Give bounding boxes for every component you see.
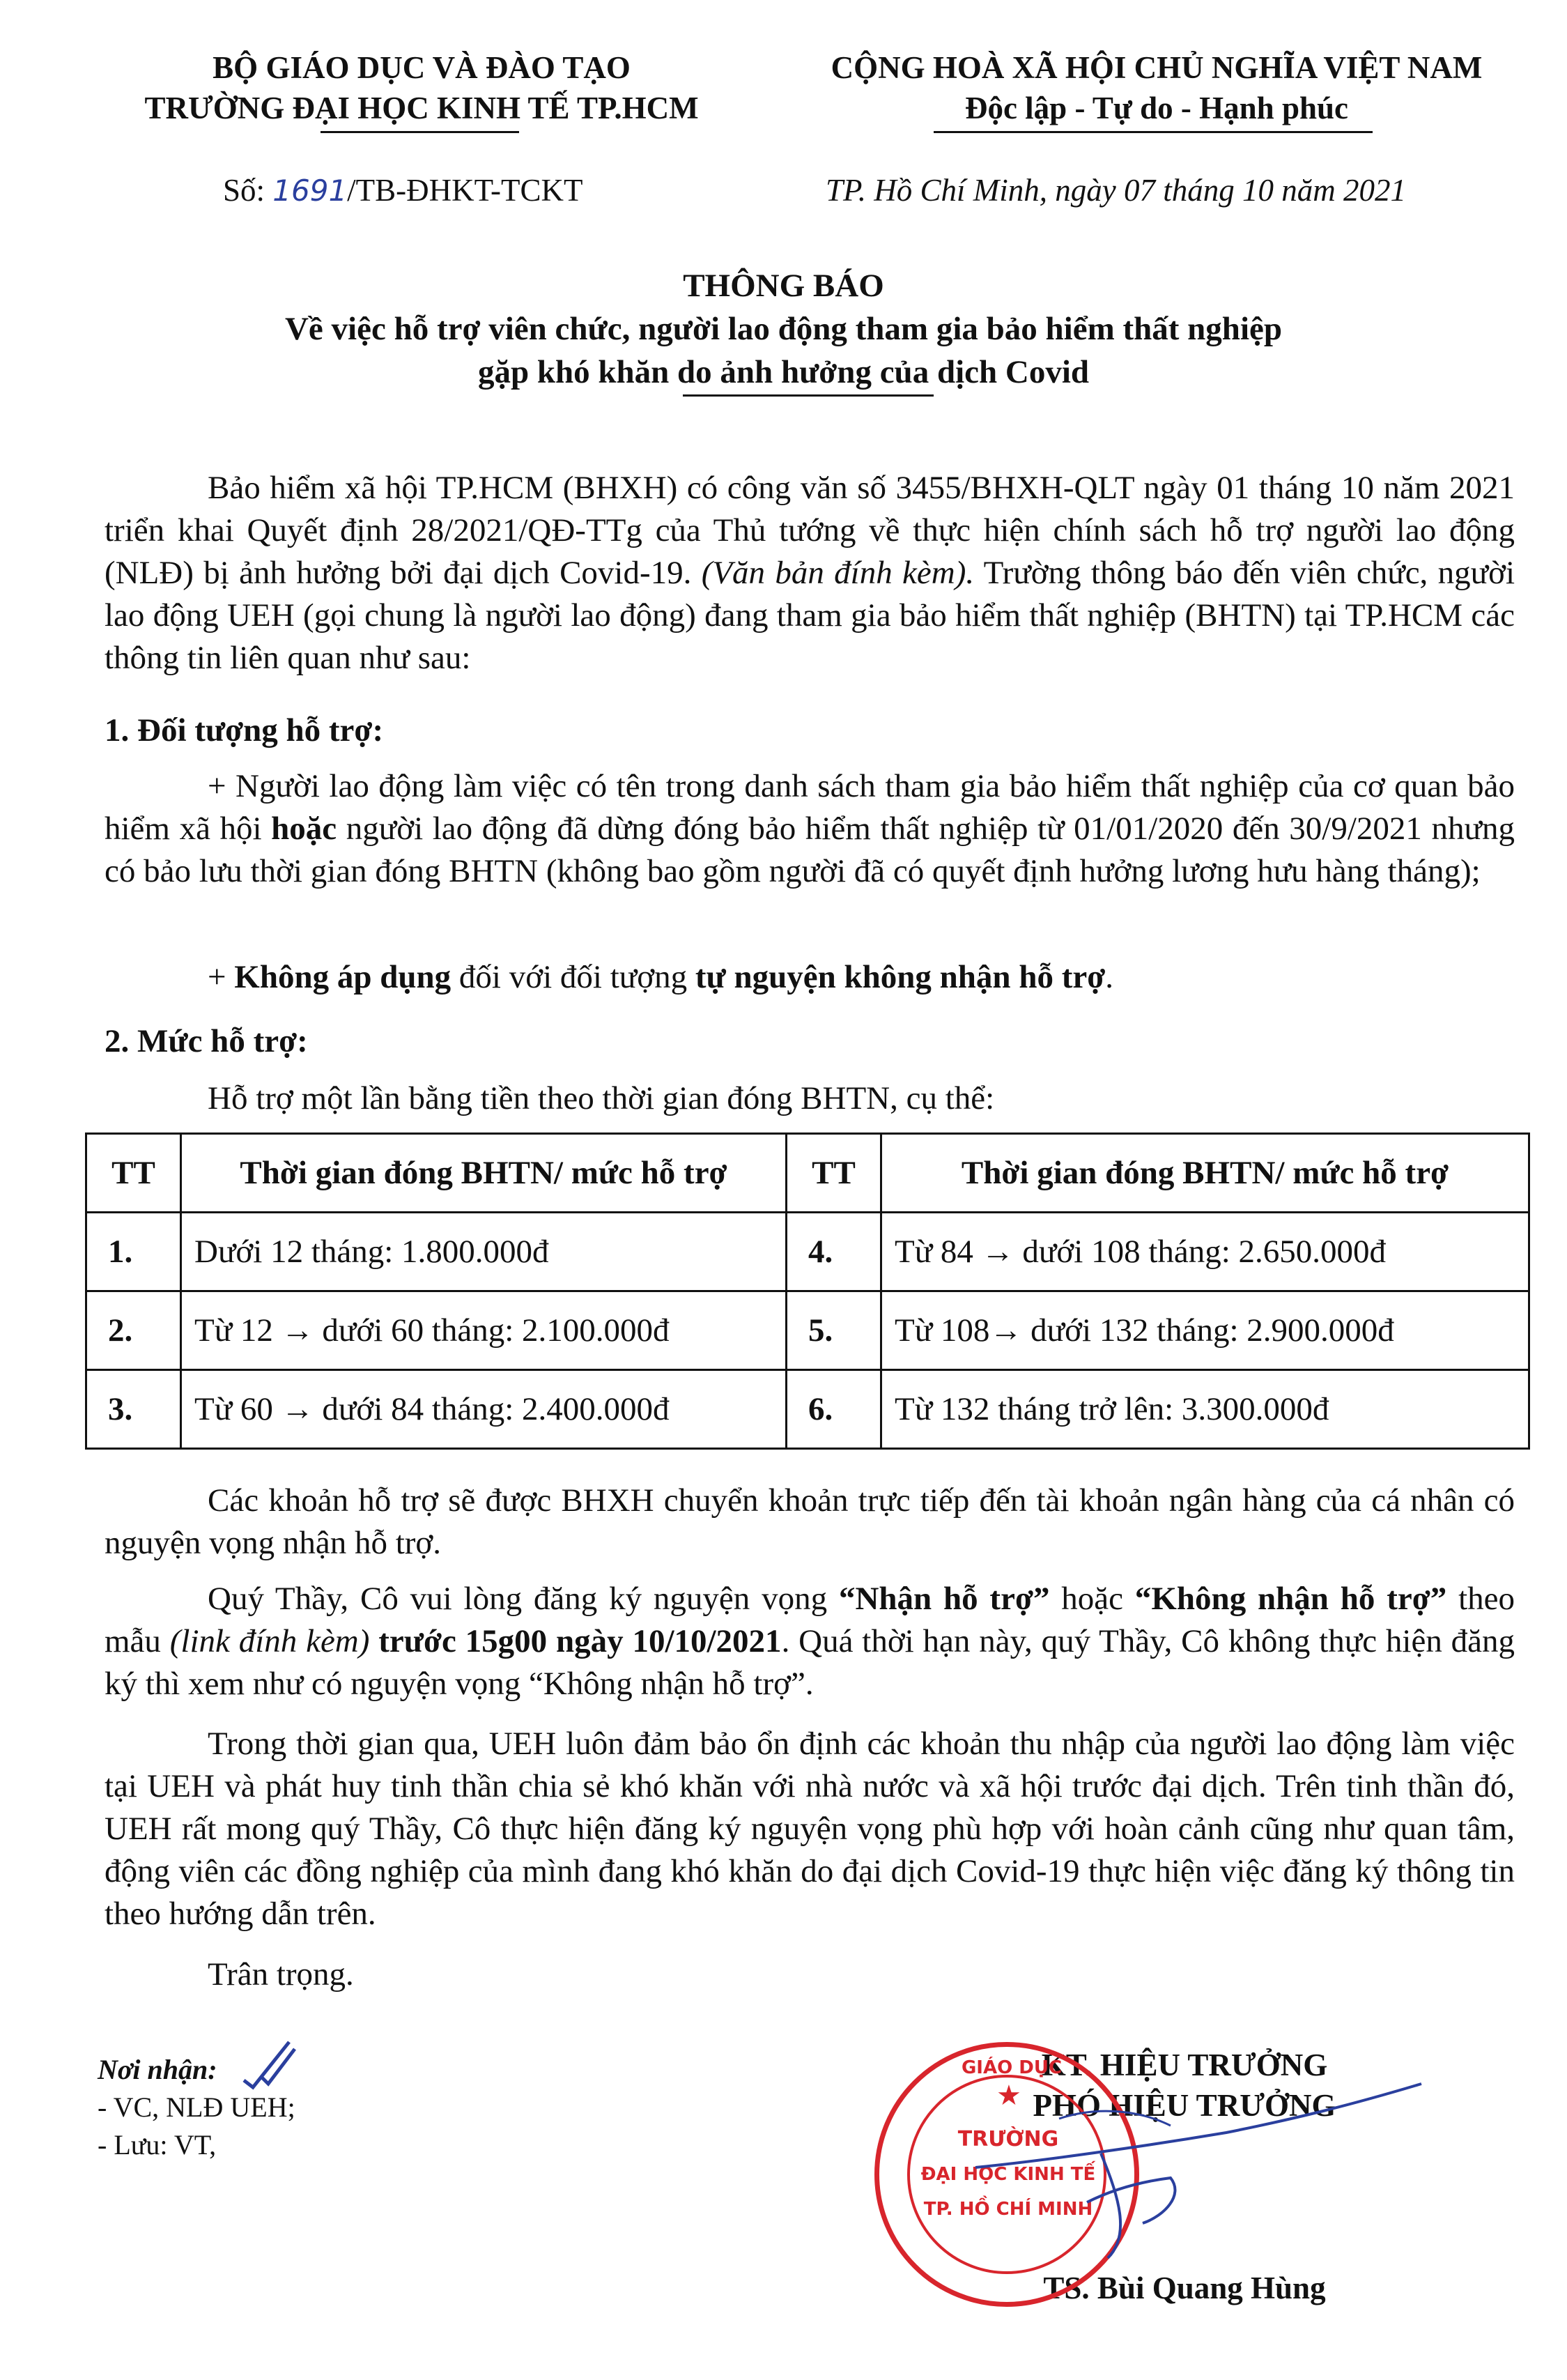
register-paragraph (105, 1578, 1515, 1705)
recipient-1: - VC, NLĐ UEH; (98, 2091, 295, 2123)
cell-value: Từ 60 → dưới 84 tháng: 2.400.000đ (181, 1370, 787, 1449)
ueh-paragraph: Trong thời gian qua, UEH luôn đảm bảo ổn định các khoản thu nhập của người lao động làm việc tại UEH và phát huy tinh thần chia sẻ khó khăn với nhà nước và xã hội trước đại dịch. Trên tinh thần đó, UEH rất mong quý Thầy, Cô thực hiện đăng ký nguyện vọng phù hợp với hoàn cảnh cũng như quan tâm, động viên các đồng nghiệp của mình đang khó khăn do đại dịch Covid-19 thực hiện việc đăng ký thông tin theo hướng dẫn trên. (105, 1726, 1515, 1932)
handwritten-signature (962, 2063, 1449, 2275)
register-text-c: hoặc (1049, 1581, 1135, 1617)
register-space (369, 1623, 378, 1659)
recipient-2: - Lưu: VT, (98, 2129, 217, 2160)
notice-subtitle-2: gặp khó khăn do ảnh hưởng của dịch Covid (477, 354, 1090, 390)
cell-value: Từ 108→ dưới 132 tháng: 2.900.000đ (881, 1291, 1529, 1370)
register-text-i: . Quá thời hạn này, quý Thầy, Cô không thực hiện đăng ký thì xem như có nguyện vọng “Không nhận hỗ trợ”. (105, 1623, 1515, 1702)
register-link-note: (link đính kèm) (169, 1623, 370, 1659)
section-2-heading: 2. Mức hỗ trợ: (105, 1023, 308, 1059)
republic-name: CỘNG HOÀ XÃ HỘI CHỦ NGHĨA VIỆT NAM (831, 50, 1483, 85)
notice-subtitle-1: Về việc hỗ trợ viên chức, người lao động tham gia bảo hiểm thất nghiệp (284, 311, 1283, 347)
motto: Độc lập - Tự do - Hạnh phúc (964, 91, 1349, 125)
school-underline (321, 131, 519, 133)
cell-value: Dưới 12 tháng: 1.800.000đ (181, 1213, 787, 1291)
recipients-label: Nơi nhận: (98, 2054, 217, 2085)
signer-name: TS. Bùi Quang Hùng (1043, 2271, 1326, 2305)
school-name: TRƯỜNG ĐẠI HỌC KINH TẾ TP.HCM (144, 91, 699, 125)
subtitle-underline (683, 394, 934, 397)
cell-tt: 4. (787, 1213, 881, 1291)
intro-text-2: Trường thông báo đến viên chức, người lao động UEH (gọi chung là người lao động) đang tham gia bảo hiểm thất nghiệp (BHTN) tại TP.HCM các thông tin liên quan như sau: (105, 555, 1515, 676)
signature-title-1: KT. HIỆU TRƯỞNG (1041, 2048, 1328, 2082)
item2-bold-1: Không áp dụng (234, 959, 451, 995)
cell-value: Từ 12 → dưới 60 tháng: 2.100.000đ (181, 1291, 787, 1370)
register-text-a: Quý Thầy, Cô vui lòng đăng ký nguyện vọng (208, 1581, 839, 1617)
notice-title: THÔNG BÁO (683, 268, 884, 304)
motto-underline (934, 131, 1373, 133)
register-option-decline: “Không nhận hỗ trợ” (1134, 1581, 1447, 1617)
section-1-item-2 (105, 956, 1515, 999)
seal-line-3: TP. HỒ CHÍ MINH (923, 2199, 1093, 2220)
handwritten-number: 1691 (272, 174, 348, 208)
table-header-row (86, 1134, 1529, 1213)
seal-line-2: ĐẠI HỌC KINH TẾ (920, 2164, 1096, 2185)
seal-ring-text: GIÁO DỤC (961, 2057, 1063, 2078)
support-table (85, 1133, 1530, 1450)
recipients-check-mark (240, 2039, 296, 2098)
cell-tt: 6. (787, 1370, 881, 1449)
cell-tt: 3. (86, 1370, 181, 1449)
intro-paragraph (105, 467, 1515, 680)
register-option-receive: “Nhận hỗ trợ” (838, 1581, 1050, 1617)
cell-tt: 5. (787, 1291, 881, 1370)
seal-line-1: TRƯỜNG (957, 2127, 1059, 2151)
col-header-time: Thời gian đóng BHTN/ mức hỗ trợ (181, 1134, 787, 1213)
section-1-item-1 (105, 765, 1515, 893)
seal-star-icon: ★ (996, 2080, 1021, 2111)
item2-text-c: . (1105, 959, 1113, 995)
item1-text-a: + Người lao động làm việc có tên trong danh sách tham gia bảo hiểm thất nghiệp của cơ quan bảo hiểm xã hội (105, 768, 1515, 847)
item2-text-a: + (208, 959, 235, 995)
item1-bold: hoặc (271, 811, 337, 847)
signature-title-2: PHÓ HIỆU TRƯỞNG (1033, 2088, 1336, 2123)
register-deadline: trước 15g00 ngày 10/10/2021 (378, 1623, 782, 1659)
intro-attached: (Văn bản đính kèm). (701, 555, 975, 591)
cell-value: Từ 132 tháng trở lên: 3.300.000đ (881, 1370, 1529, 1449)
item2-bold-2: tự nguyện không nhận hỗ trợ (695, 959, 1106, 995)
number-prefix: Số: (223, 173, 273, 208)
item1-text-b: người lao động đã dừng đóng bảo hiểm thất nghiệp từ 01/01/2020 đến 30/9/2021 nhưng có bảo lưu thời gian đóng BHTN (không bao gồm người đã có quyết định hưởng lương hưu hàng tháng); (105, 811, 1515, 889)
col-header-tt: TT (86, 1134, 181, 1213)
closing: Trân trọng. (208, 1956, 354, 1993)
section-1-heading: 1. Đối tượng hỗ trợ: (105, 712, 384, 748)
col-header-tt: TT (787, 1134, 881, 1213)
ministry-name: BỘ GIÁO DỤC VÀ ĐÀO TẠO (213, 50, 631, 85)
cell-tt: 2. (86, 1291, 181, 1370)
transfer-paragraph: Các khoản hỗ trợ sẽ được BHXH chuyển khoản trực tiếp đến tài khoản ngân hàng của cá nhân có nguyện vọng nhận hỗ trợ. (105, 1482, 1515, 1561)
cell-tt: 1. (86, 1213, 181, 1291)
number-suffix: /TB-ĐHKT-TCKT (347, 173, 583, 208)
register-text-e: theo mẫu (105, 1581, 1515, 1659)
date-line: TP. Hồ Chí Minh, ngày 07 tháng 10 năm 2021 (826, 173, 1406, 208)
table-row (86, 1213, 1529, 1291)
col-header-time: Thời gian đóng BHTN/ mức hỗ trợ (881, 1134, 1529, 1213)
item2-text-b: đối với đối tượng (451, 959, 695, 995)
table-row (86, 1370, 1529, 1449)
intro-text: Bảo hiểm xã hội TP.HCM (BHXH) có công văn số 3455/BHXH-QLT ngày 01 tháng 10 năm 2021 triển khai Quyết định 28/2021/QĐ-TTg của Thủ tướng về thực hiện chính sách hỗ trợ người lao động (NLĐ) bị ảnh hưởng bởi đại dịch Covid-19. (105, 470, 1515, 591)
document-number (223, 170, 583, 211)
table-row (86, 1291, 1529, 1370)
cell-value: Từ 84 → dưới 108 tháng: 2.650.000đ (881, 1213, 1529, 1291)
section-2-lead: Hỗ trợ một lần bằng tiền theo thời gian đóng BHTN, cụ thể: (208, 1080, 995, 1116)
